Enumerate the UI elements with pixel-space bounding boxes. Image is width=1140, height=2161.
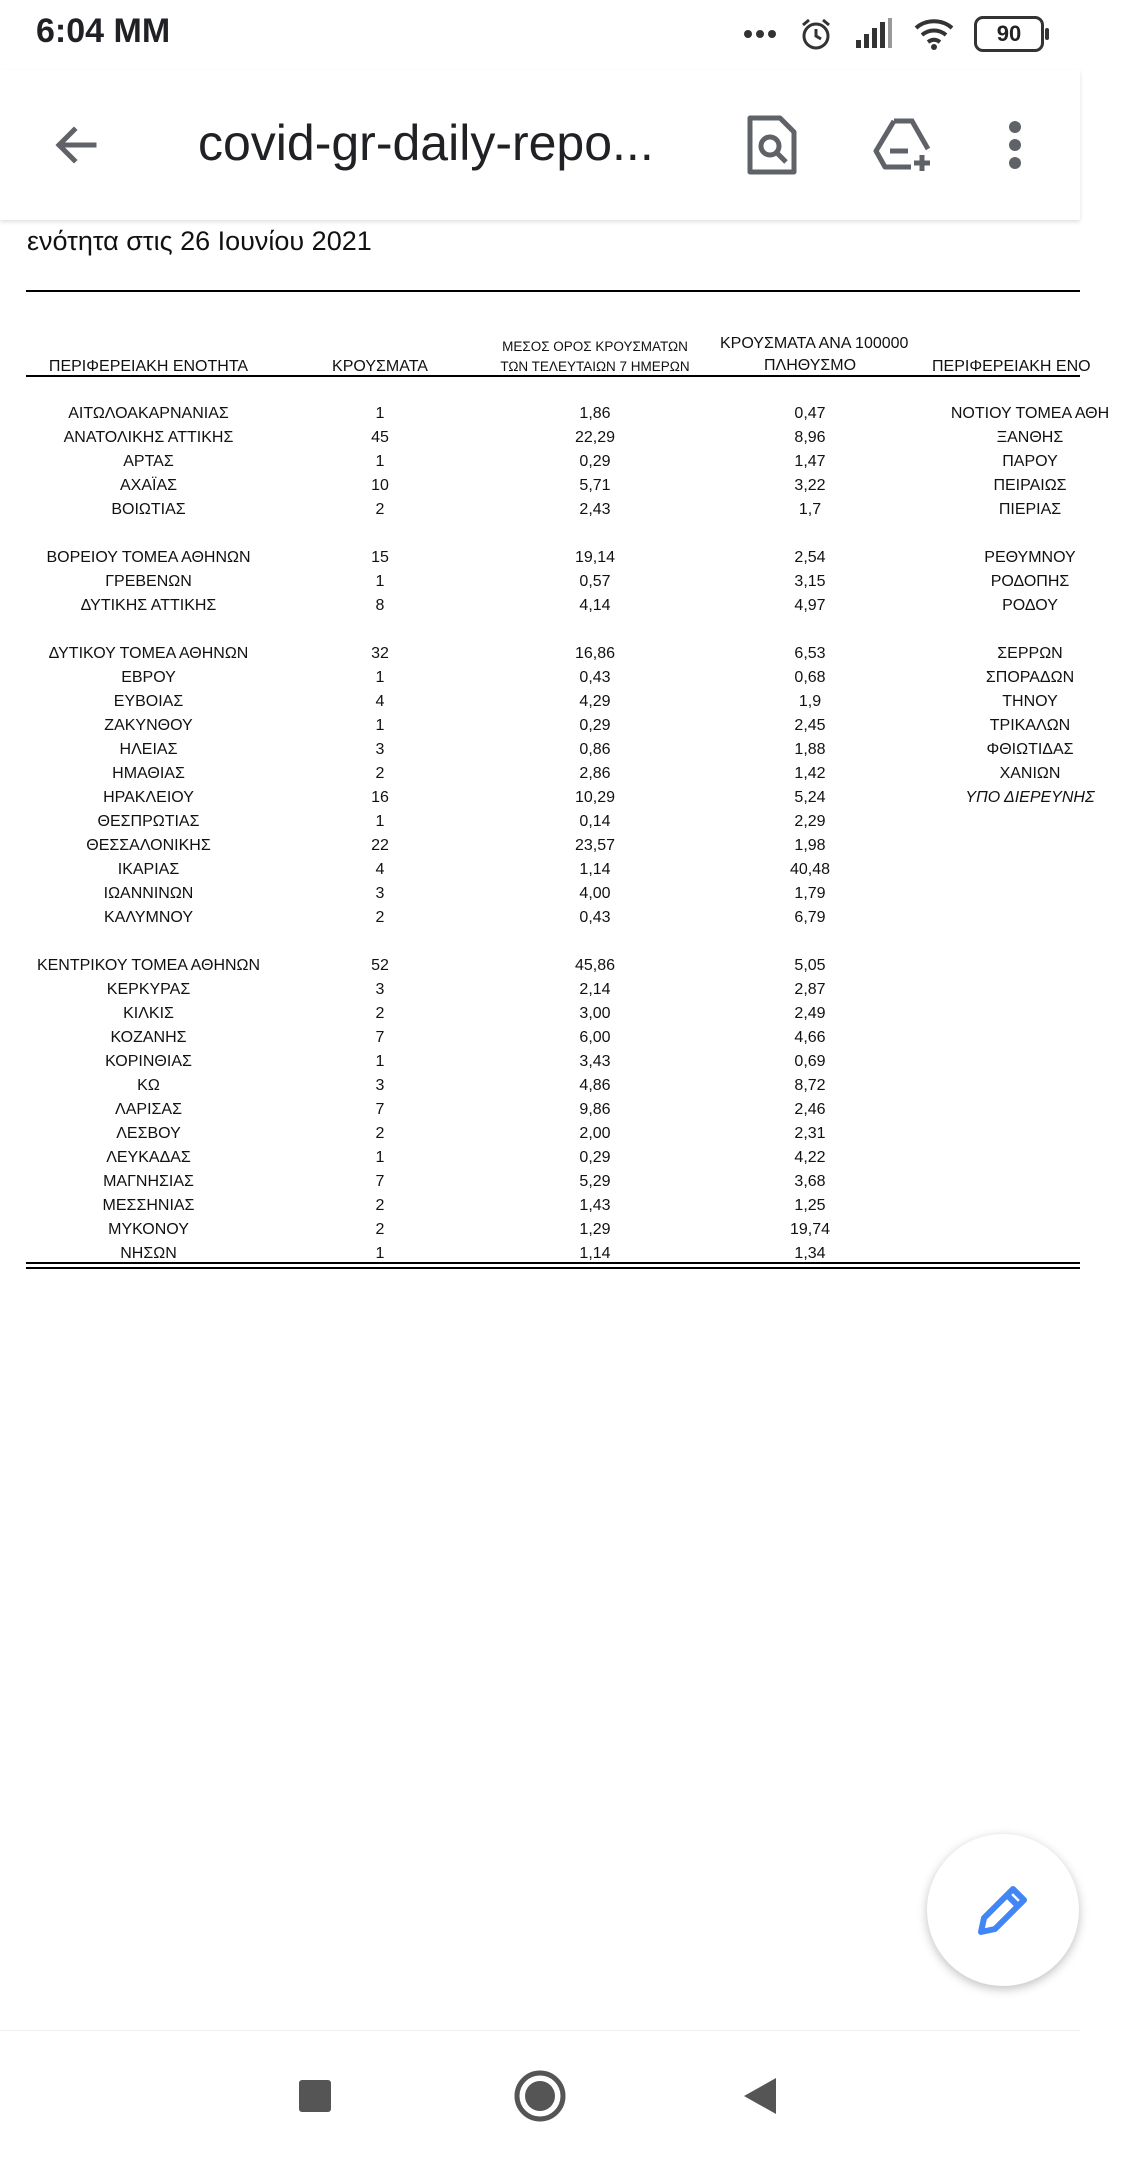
table-cell-region-right: ΡΟΔΟΥ bbox=[1002, 597, 1058, 614]
table-cell-region: ΕΒΡΟΥ bbox=[121, 669, 176, 686]
recents-square-icon bbox=[297, 2078, 333, 2114]
status-time: 6:04 MM bbox=[36, 12, 171, 50]
table-cell-avg7: 22,29 bbox=[574, 429, 616, 446]
table-cell-region: ΑΙΤΩΛΟΑΚΑΡΝΑΝΙΑΣ bbox=[68, 405, 229, 422]
home-button[interactable] bbox=[505, 2061, 575, 2131]
table-cell-per100k: 2,49 bbox=[794, 1005, 826, 1022]
table-cell-region-right: ΡΟΔΟΠΗΣ bbox=[990, 573, 1070, 590]
table-cell-avg7: 1,14 bbox=[579, 861, 611, 878]
back-triangle-icon bbox=[742, 2076, 778, 2116]
table-cell-avg7: 0,29 bbox=[579, 717, 611, 734]
table-cell-cases: 1 bbox=[375, 453, 385, 470]
table-cell-region: ΑΝΑΤΟΛΙΚΗΣ ΑΤΤΙΚΗΣ bbox=[63, 429, 234, 446]
document-title: covid-gr-daily-repo... bbox=[198, 115, 654, 171]
battery-icon: 90 bbox=[974, 16, 1044, 52]
table-cell-avg7: 2,43 bbox=[579, 501, 611, 518]
divider bbox=[26, 290, 1080, 292]
table-cell-per100k: 0,68 bbox=[794, 669, 826, 686]
table-cell-avg7: 23,57 bbox=[574, 837, 616, 854]
table-cell-region: ΚΑΛΥΜΝΟΥ bbox=[104, 909, 193, 926]
header-avg-line1: ΜΕΣΟΣ ΟΡΟΣ ΚΡΟΥΣΜΑΤΩΝ bbox=[502, 339, 688, 354]
table-cell-per100k: 2,45 bbox=[794, 717, 826, 734]
table-cell-region: ΑΡΤΑΣ bbox=[123, 453, 174, 470]
table-cell-per100k: 2,46 bbox=[794, 1101, 826, 1118]
header-region: ΠΕΡΙΦΕΡΕΙΑΚΗ ΕΝΟΤΗΤΑ bbox=[48, 358, 249, 375]
table-cell-per100k: 1,88 bbox=[794, 741, 826, 758]
table-cell-region: ΒΟΡΕΙΟΥ ΤΟΜΕΑ ΑΘΗΝΩΝ bbox=[46, 549, 251, 566]
table-cell-avg7: 4,00 bbox=[579, 885, 611, 902]
nav-back-button[interactable] bbox=[725, 2061, 795, 2131]
header-region-right: ΠΕΡΙΦΕΡΕΙΑΚΗ ΕΝΟ bbox=[932, 358, 1091, 375]
table-cell-cases: 2 bbox=[375, 1005, 385, 1022]
table-cell-region: ΗΜΑΘΙΑΣ bbox=[112, 765, 185, 782]
table-cell-avg7: 0,86 bbox=[579, 741, 611, 758]
table-cell-region: ΓΡΕΒΕΝΩΝ bbox=[105, 573, 192, 590]
table-cell-cases: 7 bbox=[375, 1101, 385, 1118]
table-cell-cases: 4 bbox=[375, 693, 385, 710]
table-cell-cases: 3 bbox=[375, 1077, 385, 1094]
table-cell-avg7: 1,43 bbox=[579, 1197, 611, 1214]
more-vert-icon bbox=[1008, 120, 1022, 170]
table-bottom-rule bbox=[26, 1262, 1080, 1264]
table-cell-avg7: 3,00 bbox=[579, 1005, 611, 1022]
status-icons bbox=[742, 12, 1044, 56]
table-cell-avg7: 0,43 bbox=[579, 669, 611, 686]
table-cell-per100k: 19,74 bbox=[789, 1221, 831, 1238]
table-cell-region: ΛΑΡΙΣΑΣ bbox=[115, 1101, 182, 1118]
table-cell-avg7: 1,14 bbox=[579, 1245, 611, 1262]
header-avg-line2: ΤΩΝ ΤΕΛΕΥΤΑΙΩΝ 7 ΗΜΕΡΩΝ bbox=[500, 359, 690, 374]
table-cell-region: ΔΥΤΙΚΗΣ ΑΤΤΙΚΗΣ bbox=[80, 597, 217, 614]
table-cell-avg7: 1,29 bbox=[579, 1221, 611, 1238]
table-cell-region: ΚΟΖΑΝΗΣ bbox=[110, 1029, 187, 1046]
table-cell-per100k: 4,22 bbox=[794, 1149, 826, 1166]
table-cell-cases: 52 bbox=[371, 957, 389, 974]
table-cell-region-right: ΤΡΙΚΑΛΩΝ bbox=[989, 717, 1071, 734]
table-cell-region-right: ΣΠΟΡΑΔΩΝ bbox=[985, 669, 1075, 686]
home-circle-icon bbox=[513, 2069, 567, 2123]
document-page[interactable] bbox=[0, 222, 1110, 2022]
table-cell-region: ΚΩ bbox=[137, 1077, 160, 1094]
arrow-back-icon bbox=[50, 120, 100, 170]
table-cell-cases: 32 bbox=[371, 645, 389, 662]
find-in-page-icon bbox=[746, 114, 798, 176]
table-cell-region-right: ΡΕΘΥΜΝΟΥ bbox=[984, 549, 1076, 566]
find-in-page-button[interactable] bbox=[735, 108, 809, 182]
table-cell-region: ΜΕΣΣΗΝΙΑΣ bbox=[102, 1197, 195, 1214]
table-cell-region: ΕΥΒΟΙΑΣ bbox=[113, 693, 184, 710]
table-cell-region: ΒΟΙΩΤΙΑΣ bbox=[111, 501, 186, 518]
status-bar bbox=[0, 0, 1080, 70]
add-to-drive-button[interactable] bbox=[867, 108, 941, 182]
table-cell-avg7: 0,14 bbox=[579, 813, 611, 830]
table-cell-region: ΑΧΑΪΑΣ bbox=[119, 477, 178, 494]
table-cell-per100k: 6,53 bbox=[794, 645, 826, 662]
table-cell-avg7: 19,14 bbox=[574, 549, 616, 566]
table-cell-cases: 1 bbox=[375, 669, 385, 686]
table-cell-region-right: ΤΗΝΟΥ bbox=[1002, 693, 1058, 710]
more-options-button[interactable] bbox=[990, 108, 1040, 182]
table-cell-region-right: ΠΕΙΡΑΙΩΣ bbox=[993, 477, 1067, 494]
table-cell-cases: 1 bbox=[375, 1053, 385, 1070]
doc-heading: ενότητα στις 26 Ιουνίου 2021 bbox=[27, 226, 372, 256]
edit-pencil-icon bbox=[973, 1880, 1033, 1940]
table-cell-region: ΙΚΑΡΙΑΣ bbox=[117, 861, 180, 878]
table-cell-per100k: 1,9 bbox=[798, 693, 822, 710]
table-cell-region: ΗΛΕΙΑΣ bbox=[119, 741, 178, 758]
table-cell-region-right: ΣΕΡΡΩΝ bbox=[997, 645, 1063, 662]
table-cell-avg7: 4,29 bbox=[579, 693, 611, 710]
table-cell-per100k: 1,25 bbox=[794, 1197, 826, 1214]
table-cell-cases: 3 bbox=[375, 981, 385, 998]
table-cell-region-right: ΞΑΝΘΗΣ bbox=[996, 429, 1064, 446]
back-button[interactable] bbox=[40, 110, 110, 180]
table-cell-region: ΚΟΡΙΝΘΙΑΣ bbox=[105, 1053, 192, 1070]
table-cell-per100k: 1,34 bbox=[794, 1245, 826, 1262]
table-cell-avg7: 5,29 bbox=[579, 1173, 611, 1190]
table-cell-region: ΛΕΥΚΑΔΑΣ bbox=[106, 1149, 191, 1166]
app-bar bbox=[0, 70, 1080, 220]
table-cell-per100k: 1,42 bbox=[794, 765, 826, 782]
table-cell-cases: 1 bbox=[375, 573, 385, 590]
table-cell-region-right: ΦΘΙΩΤΙΔΑΣ bbox=[986, 741, 1074, 758]
table-cell-avg7: 0,43 bbox=[579, 909, 611, 926]
header-cases: ΚΡΟΥΣΜΑΤΑ bbox=[332, 358, 428, 375]
table-cell-avg7: 1,86 bbox=[579, 405, 611, 422]
table-cell-avg7: 5,71 bbox=[579, 477, 611, 494]
table-cell-per100k: 1,98 bbox=[794, 837, 826, 854]
table-cell-per100k: 8,72 bbox=[794, 1077, 826, 1094]
table-cell-per100k: 3,15 bbox=[794, 573, 826, 590]
header-divider bbox=[26, 375, 1080, 377]
edit-fab-button[interactable] bbox=[927, 1834, 1079, 1986]
table-cell-avg7: 16,86 bbox=[574, 645, 616, 662]
table-cell-per100k: 2,31 bbox=[794, 1125, 826, 1142]
table-cell-cases: 16 bbox=[371, 789, 389, 806]
table-cell-cases: 3 bbox=[375, 885, 385, 902]
table-cell-avg7: 45,86 bbox=[574, 957, 616, 974]
table-cell-region: ΝΗΣΩΝ bbox=[120, 1245, 177, 1262]
table-cell-per100k: 0,47 bbox=[794, 405, 826, 422]
table-cell-cases: 2 bbox=[375, 909, 385, 926]
table-cell-per100k: 4,66 bbox=[794, 1029, 826, 1046]
table-cell-region: ΗΡΑΚΛΕΙΟΥ bbox=[103, 789, 194, 806]
table-cell-cases: 10 bbox=[371, 477, 389, 494]
table-cell-cases: 1 bbox=[375, 717, 385, 734]
add-to-drive-icon bbox=[872, 117, 936, 173]
table-cell-cases: 45 bbox=[371, 429, 389, 446]
table-cell-cases: 1 bbox=[375, 1149, 385, 1166]
table-cell-per100k: 0,69 bbox=[794, 1053, 826, 1070]
table-cell-per100k: 40,48 bbox=[789, 861, 831, 878]
table-cell-cases: 22 bbox=[371, 837, 389, 854]
table-cell-cases: 3 bbox=[375, 741, 385, 758]
table-cell-cases: 2 bbox=[375, 765, 385, 782]
table-cell-cases: 15 bbox=[371, 549, 389, 566]
signal-icon bbox=[854, 18, 894, 50]
table-cell-cases: 1 bbox=[375, 1245, 385, 1262]
table-cell-per100k: 2,87 bbox=[794, 981, 826, 998]
table-cell-region: ΛΕΣΒΟΥ bbox=[116, 1125, 181, 1142]
table-cell-avg7: 2,00 bbox=[579, 1125, 611, 1142]
table-cell-per100k: 6,79 bbox=[794, 909, 826, 926]
table-cell-region: ΘΕΣΠΡΩΤΙΑΣ bbox=[97, 813, 200, 830]
table-cell-per100k: 3,68 bbox=[794, 1173, 826, 1190]
table-cell-per100k: 1,79 bbox=[794, 885, 826, 902]
table-cell-cases: 1 bbox=[375, 813, 385, 830]
navigation-bar bbox=[0, 2030, 1080, 2161]
table-cell-cases: 4 bbox=[375, 861, 385, 878]
table-cell-avg7: 0,29 bbox=[579, 453, 611, 470]
table-cell-region: ΜΑΓΝΗΣΙΑΣ bbox=[103, 1173, 194, 1190]
alarm-icon bbox=[798, 16, 834, 52]
table-cell-cases: 2 bbox=[375, 1125, 385, 1142]
table-cell-region: ΔΥΤΙΚΟΥ ΤΟΜΕΑ ΑΘΗΝΩΝ bbox=[48, 645, 249, 662]
table-cell-per100k: 3,22 bbox=[794, 477, 826, 494]
table-cell-per100k: 1,47 bbox=[794, 453, 826, 470]
table-cell-cases: 7 bbox=[375, 1029, 385, 1046]
table-cell-avg7: 2,14 bbox=[579, 981, 611, 998]
table-cell-region: ΚΕΡΚΥΡΑΣ bbox=[106, 981, 191, 998]
table-cell-avg7: 0,29 bbox=[579, 1149, 611, 1166]
more-dots-icon bbox=[742, 28, 778, 40]
header-per100k-line1: ΚΡΟΥΣΜΑΤΑ ΑΝΑ 100000 bbox=[720, 335, 909, 352]
table-cell-region: ΚΙΛΚΙΣ bbox=[123, 1005, 174, 1022]
table-cell-per100k: 1,7 bbox=[798, 501, 822, 518]
table-cell-cases: 2 bbox=[375, 1221, 385, 1238]
table-cell-per100k: 8,96 bbox=[794, 429, 826, 446]
table-cell-region-right: ΧΑΝΙΩΝ bbox=[999, 765, 1061, 782]
table-cell-cases: 7 bbox=[375, 1173, 385, 1190]
table-bottom-rule bbox=[26, 1267, 1080, 1269]
header-per100k-line2: ΠΛΗΘΥΣΜΟ bbox=[763, 357, 857, 374]
table-cell-region: ΘΕΣΣΑΛΟΝΙΚΗΣ bbox=[86, 837, 211, 854]
recents-button[interactable] bbox=[280, 2061, 350, 2131]
table-cell-cases: 1 bbox=[375, 405, 385, 422]
table-cell-per100k: 4,97 bbox=[794, 597, 826, 614]
table-cell-per100k: 2,29 bbox=[794, 813, 826, 830]
table-cell-avg7: 4,14 bbox=[579, 597, 611, 614]
table-cell-region: ΙΩΑΝΝΙΝΩΝ bbox=[103, 885, 194, 902]
table-cell-avg7: 4,86 bbox=[579, 1077, 611, 1094]
table-cell-region: ΚΕΝΤΡΙΚΟΥ ΤΟΜΕΑ ΑΘΗΝΩΝ bbox=[36, 957, 261, 974]
table-cell-region: ΖΑΚΥΝΘΟΥ bbox=[104, 717, 193, 734]
table-cell-avg7: 0,57 bbox=[579, 573, 611, 590]
table-cell-avg7: 3,43 bbox=[579, 1053, 611, 1070]
table-cell-cases: 8 bbox=[375, 597, 385, 614]
table-cell-region-right: ΥΠΟ ΔΙΕΡΕΥΝΗΣ bbox=[965, 789, 1095, 806]
table-cell-cases: 2 bbox=[375, 1197, 385, 1214]
table-cell-avg7: 6,00 bbox=[579, 1029, 611, 1046]
table-cell-avg7: 9,86 bbox=[579, 1101, 611, 1118]
wifi-icon bbox=[914, 18, 954, 50]
table-cell-per100k: 2,54 bbox=[794, 549, 826, 566]
table-cell-region-right: ΠΙΕΡΙΑΣ bbox=[998, 501, 1062, 518]
table-cell-avg7: 10,29 bbox=[574, 789, 616, 806]
table-cell-per100k: 5,24 bbox=[794, 789, 826, 806]
table-cell-per100k: 5,05 bbox=[794, 957, 826, 974]
table-cell-region: ΜΥΚΟΝΟΥ bbox=[108, 1221, 189, 1238]
table-cell-avg7: 2,86 bbox=[579, 765, 611, 782]
table-cell-region-right: ΝΟΤΙΟΥ ΤΟΜΕΑ ΑΘΗ bbox=[950, 405, 1110, 422]
table-cell-region-right: ΠΑΡΟΥ bbox=[1002, 453, 1058, 470]
table-cell-cases: 2 bbox=[375, 501, 385, 518]
